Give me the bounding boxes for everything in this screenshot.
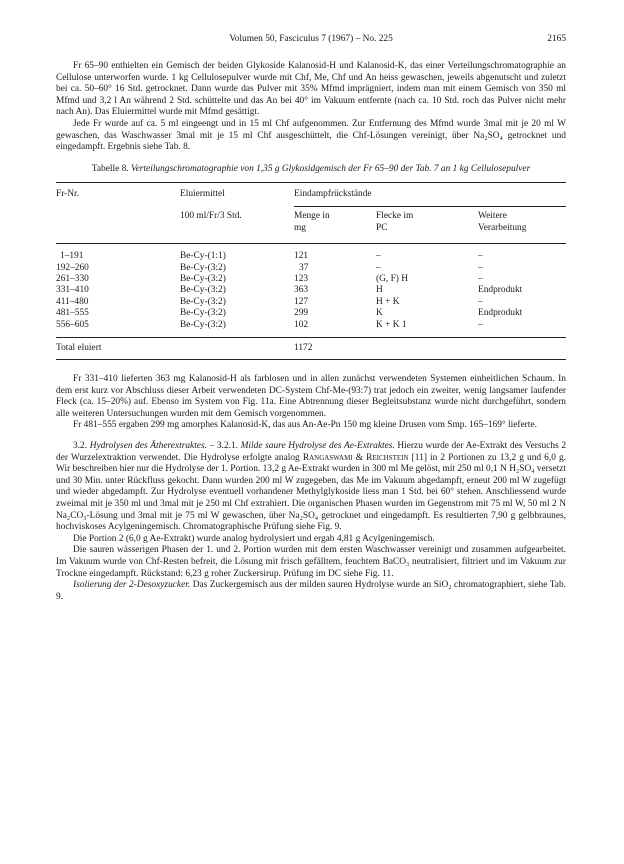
cell-flecke: –: [376, 262, 381, 273]
cell-fr: 331–410: [56, 285, 89, 296]
paragraph: Fr 331–410 lieferten 363 mg Kalanosid-H als farblosen und in allen zunächst verwendeten Systemen einheitlichen Schaum. In dem erst kurz vor Abschluss dieser Arbeit verwendeten DC-System Chf-Me-(93:7) trat jedoch ein zweiter, wenig langsamer laufender Fleck (ca. 15–20%) auf. Ebenso im System von Fig. 11a. Eine Abtrennung dieser Begleitsubstanz wurde nicht durchgeführt, sondern alle weiteren Untersuchungen wurden mit dem Gemisch vorgenommen.: [56, 374, 566, 419]
cell-flecke: H + K: [376, 296, 400, 307]
cell-weitere: –: [478, 296, 483, 307]
col-header-weitere: Weitere Verarbeitung: [478, 211, 527, 234]
section-title: Hydrolysen des Ätherextraktes.: [89, 441, 207, 452]
paragraph: Fr 65–90 enthielten ein Gemisch der beiden Glykoside Kalanosid-H und Kalanosid-K, das einer Verteilungschromatographie an Cellulose unterworfen wurde. 1 kg Cellulosepulver wurde mit Chf, Me, Chf und An heiss gewaschen, jeweils abgenutscht und zuletzt bei ca. 50–60° 16 Std. getrocknet. Dann wurde das Pulver mit 35% Mfmd imprägniert, indem man mit einem Gemisch von 350 ml Mfmd und 3,2 l An während 2 Std. schüttelte und das An bei 40° im Vakuum entfernte (nach ca. 10 Std. roch das Pulver nicht mehr nach An). Das Eluiermittel wurde mit Mfmd gesättigt.: [56, 61, 566, 118]
table-row: [56, 285, 566, 296]
cell-menge: 102: [294, 319, 309, 330]
col-header-flecke: Flecke im PC: [376, 211, 414, 234]
cell-elu: Be-Cy-(3:2): [180, 319, 226, 330]
cell-flecke: –: [376, 251, 381, 262]
cell-elu: Be-Cy-(3:2): [180, 285, 226, 296]
cell-fr: 192–260: [56, 262, 89, 273]
col-header-eindampf: Eindampfrückstände: [294, 189, 372, 200]
cell-weitere: –: [478, 319, 483, 330]
paragraph: Jede Fr wurde auf ca. 5 ml eingeengt und in 15 ml Chf aufgenommen. Zur Entfernung des Mfmd wurde 3mal mit je 20 ml W gewaschen, das Waschwasser 3mal mit je 15 ml Chf ausgeschüttelt, die Chf-Lösungen vereinigt, über Na₂SO₄ getrocknet und eingedampft. Ergebnis siehe Tab. 8.: [56, 118, 566, 153]
isolation-title: Isolierung der 2-Desoxyzucker.: [73, 580, 191, 591]
section-3-2-paragraph: 3.2. Hydrolysen des Ätherextraktes. – 3.2.1. Milde saure Hydrolyse des Ae-Extraktes. Hierzu wurde der Ae-Extrakt des Versuchs 2 der Wurzelextraktion verwendet. Die Hydrolyse erfolgte analog Rangaswami & Reichstein [11] in 2 Portionen zu 13,2 g und 6,0 g. Wir beschreiben hier nur die Hydrolyse der 1. Portion. 13,2 g Ae-Extrakt wurden in 300 ml Me gelöst, mit 250 ml 0,1 N H₂SO₄ versetzt und 30 Min. unter Rückfluss gekocht. Dann wurden 200 ml W zugegeben, das Me im Vakuum abgedampft, erneut 200 ml W zugefügt und wieder abgedampft. Zur Hydrolyse eventuell vorhandener Methylglykoside liess man 1 Std. bei 60° stehen. Anschliessend wurde zweimal mit je 350 ml und 3mal mit je 250 ml Chf extrahiert. Die organischen Phasen wurden im Gegenstrom mit 75 ml W, 50 ml 2 N Na₂CO₃-Lösung und 3mal mit je 75 ml W gewaschen, über Na₂SO₄ getrocknet und eingedampft. Es resultierten 7,90 g gelbbraunes, hochviskoses Acylgeningemisch. Chromatographische Prüfung siehe Fig. 9.: [56, 441, 567, 533]
cell-menge: 299: [294, 308, 309, 319]
cell-flecke: H: [376, 285, 383, 296]
cell-fr: 411–480: [56, 296, 89, 307]
col-header-menge: Menge in mg: [294, 211, 330, 234]
cell-weitere: Endprodukt: [478, 308, 523, 319]
col-header-eluiermittel-sub: 100 ml/Fr/3 Std.: [180, 210, 242, 221]
table-row: [56, 320, 566, 331]
subsection-number: 3.2.1.: [216, 441, 238, 452]
cell-fr: 1–191: [60, 251, 84, 262]
paragraph: Die Portion 2 (6,0 g Ae-Extrakt) wurde analog hydrolysiert und ergab 4,81 g Acylgeningemisch.: [73, 533, 435, 544]
cell-fr: 556–605: [56, 319, 89, 330]
col-header-fr-nr: Fr-Nr.: [56, 189, 79, 200]
cell-flecke: K: [376, 308, 383, 319]
cell-elu: Be-Cy-(3:2): [180, 308, 226, 319]
subsection-title: Milde saure Hydrolyse des Ae-Extraktes.: [240, 441, 395, 452]
cell-elu: Be-Cy-(3:2): [180, 262, 226, 273]
table-row: [56, 297, 566, 308]
cell-weitere: Endprodukt: [478, 285, 523, 296]
cell-fr: 481–555: [56, 308, 89, 319]
table-caption-title: Verteilungschromatographie von 1,35 g Glykosidgemisch der Fr 65–90 der Tab. 7 an 1 kg Cellulosepulver: [130, 163, 531, 174]
table-8: [56, 182, 566, 360]
cell-menge: 127: [294, 296, 309, 307]
cell-weitere: –: [478, 273, 483, 284]
page-number: 2165: [547, 34, 566, 44]
paragraph: Fr 481–555 ergaben 299 mg amorphes Kalanosid-K, das aus An-Ae-Pn 150 mg kleine Drusen vom Smp. 165–169° lieferte.: [73, 420, 537, 431]
table-row: [56, 263, 566, 274]
running-title: Volumen 50, Fasciculus 7 (1967) – No. 225: [229, 34, 393, 44]
table-caption-number: Tabelle 8.: [91, 163, 129, 174]
cell-menge: 123: [294, 273, 309, 284]
paragraph: Isolierung der 2-Desoxyzucker. Das Zuckergemisch aus der milden sauren Hydrolyse wurde an SiO₂ chromatographiert, siehe Tab. 9.: [56, 580, 566, 602]
cell-menge: 37: [299, 262, 309, 273]
cell-elu: Be-Cy-(3:2): [180, 273, 226, 284]
total-label: Total eluiert: [56, 343, 102, 354]
cell-flecke: (G, F) H: [376, 273, 409, 284]
page-body: [56, 61, 566, 603]
paragraph: Die sauren wässerigen Phasen der 1. und 2. Portion wurden mit dem ersten Waschwasser vereinigt und zusammen aufgearbeitet. Im Vakuum wurde von Chf-Resten befreit, die Lösung mit frisch gefälltem, feuchtem BaCO₃ neutralisiert, filtriert und im Vakuum zur Trockne eingedampft. Rückstand: 6,23 g roher Zuckersirup. Prüfung im DC siehe Fig. 11.: [56, 545, 566, 579]
table-row: [56, 274, 566, 285]
cell-weitere: –: [478, 262, 483, 273]
table-total-row: [56, 343, 566, 355]
cell-fr: 261–330: [56, 273, 89, 284]
table-row: [56, 251, 566, 262]
col-header-eluiermittel: Eluiermittel: [180, 189, 225, 200]
cell-menge: 121: [294, 251, 309, 262]
table-caption: [56, 164, 566, 176]
running-header: [56, 34, 566, 48]
cited-authors: Rangaswami & Reichstein: [302, 452, 409, 463]
cell-weitere: –: [478, 251, 483, 262]
section-number: 3.2.: [73, 441, 88, 452]
cell-elu: Be-Cy-(1:1): [180, 251, 226, 262]
table-row: [56, 308, 566, 319]
cell-flecke: K + K 1: [376, 319, 407, 330]
cell-menge: 363: [294, 285, 309, 296]
cell-elu: Be-Cy-(3:2): [180, 296, 226, 307]
total-value: 1172: [294, 343, 313, 354]
